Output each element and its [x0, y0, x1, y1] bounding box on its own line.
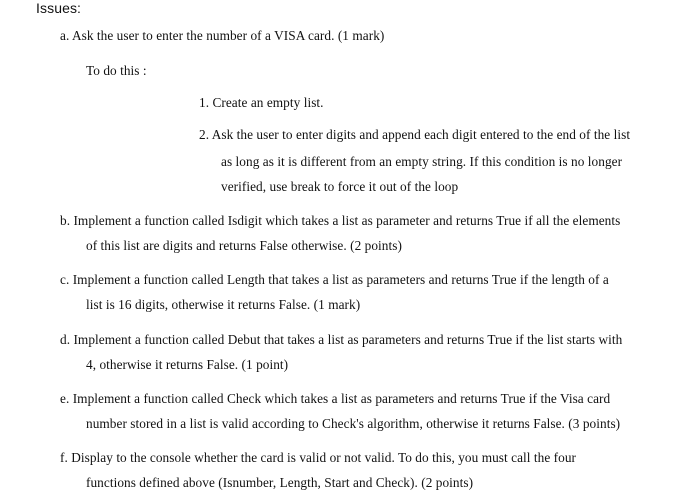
item-f-line-2: functions defined above (Isnumber, Length, Start and Check). (2 points) [86, 475, 474, 490]
step-2-line-3: verified, use break to force it out of the loop [221, 179, 459, 194]
issues-heading: Issues: [36, 0, 82, 16]
item-b-line-2: of this list are digits and returns False otherwise. (2 points) [86, 238, 402, 253]
step-2-line-2: as long as it is different from an empty string. If this condition is no longer [221, 154, 623, 169]
item-d-line-2: 4, otherwise it returns False. (1 point) [86, 357, 289, 372]
item-c-line-2: list is 16 digits, otherwise it returns False. (1 mark) [86, 297, 361, 312]
item-f-line-1: f. Display to the console whether the card is valid or not valid. To do this, you must call the four [60, 450, 577, 465]
item-b-line-1: b. Implement a function called Isdigit which takes a list as parameter and returns True if all the elements [60, 213, 621, 228]
step-1-text: 1. Create an empty list. [199, 95, 324, 110]
item-c-line-1: c. Implement a function called Length that takes a list as parameters and returns True if the length of a [60, 272, 609, 287]
step-2-line-1: 2. Ask the user to enter digits and append each digit entered to the end of the list [199, 127, 631, 142]
item-e-line-2: number stored in a list is valid according to Check's algorithm, otherwise it returns False. (3 points) [86, 416, 621, 431]
item-d-line-1: d. Implement a function called Debut that takes a list as parameters and returns True if the list starts with [60, 332, 623, 347]
item-a-intro: To do this : [86, 63, 147, 78]
item-a-text: a. Ask the user to enter the number of a VISA card. (1 mark) [60, 28, 385, 43]
item-e-line-1: e. Implement a function called Check which takes a list as parameters and returns True if the Visa card [60, 391, 611, 406]
